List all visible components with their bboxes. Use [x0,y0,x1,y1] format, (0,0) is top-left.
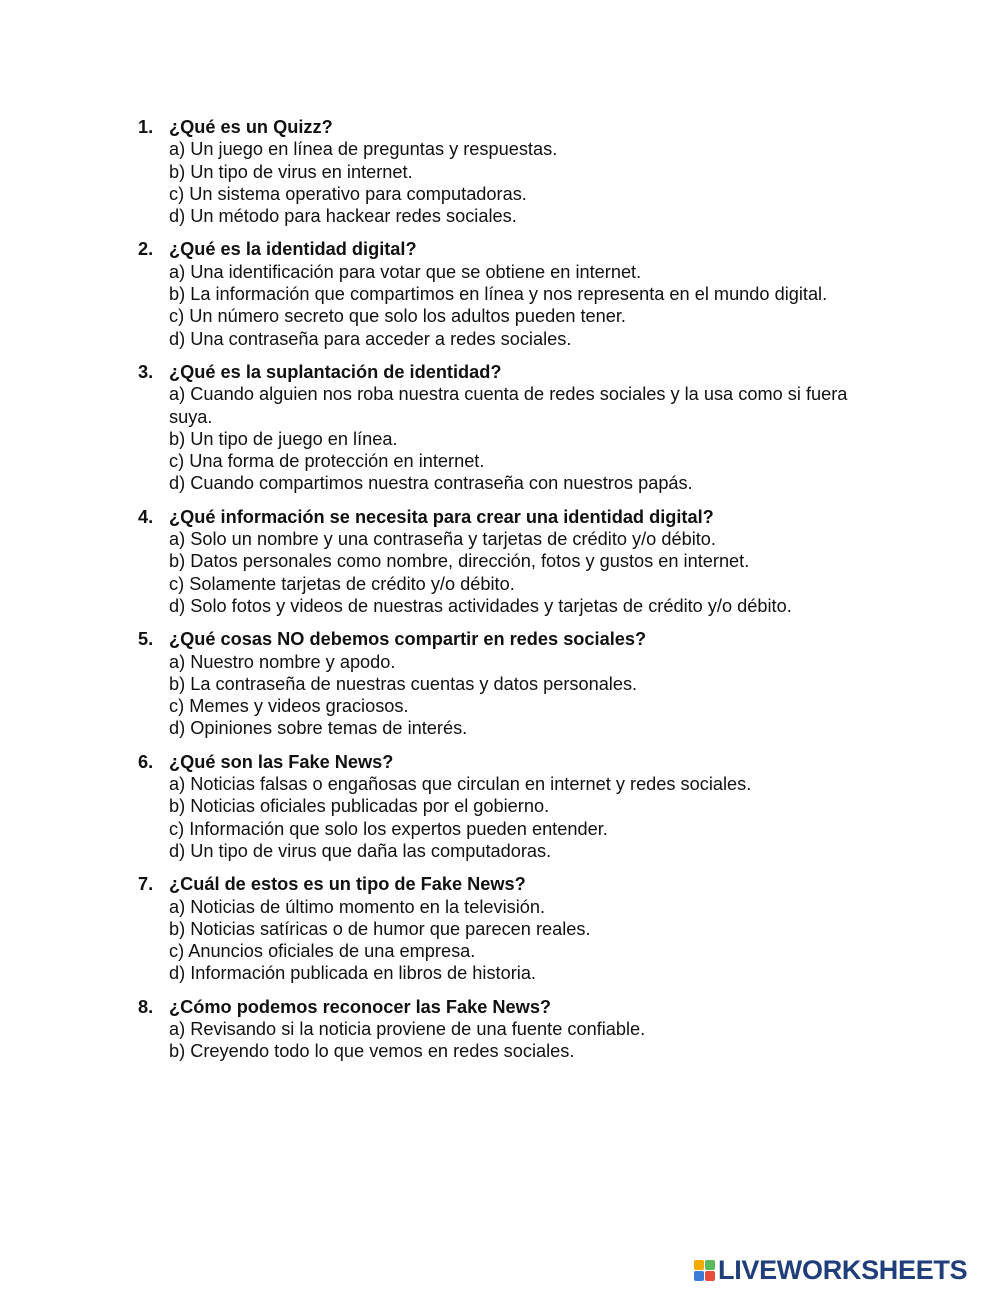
answer-option: b) Un tipo de juego en línea. [169,428,398,449]
answer-option: d) Un método para hackear redes sociales. [169,206,517,227]
answer-option: a) Un juego en línea de preguntas y respuestas. [169,139,558,160]
question-item [138,116,868,227]
question-text: ¿Qué es la identidad digital? [169,239,417,260]
answer-option: b) Datos personales como nombre, dirección, fotos y gustos en internet. [169,551,750,572]
question-text: ¿Cuál de estos es un tipo de Fake News? [169,874,526,895]
answer-option: c) Una forma de protección en internet. [169,451,485,472]
question-text: ¿Qué son las Fake News? [169,751,394,772]
answer-option: b) La información que compartimos en línea y nos representa en el mundo digital. [169,284,828,305]
question-list [138,116,868,1074]
question-item [138,751,868,862]
question-text: ¿Qué información se necesita para crear una identidad digital? [169,506,714,527]
answer-option: a) Noticias falsas o engañosas que circulan en internet y redes sociales. [169,774,752,795]
answer-option: d) Información publicada en libros de historia. [169,963,536,984]
question-item [138,628,868,739]
answer-option: a) Noticias de último momento en la televisión. [169,896,546,917]
answer-option: b) La contraseña de nuestras cuentas y datos personales. [169,673,638,694]
answer-option: b) Creyendo todo lo que vemos en redes sociales. [169,1041,575,1062]
question-text: ¿Cómo podemos reconocer las Fake News? [169,996,552,1017]
answer-option: c) Memes y videos graciosos. [169,696,409,717]
liveworksheets-blocks-icon [694,1260,715,1281]
logo-text: LIVEWORKSHEETS [718,1254,968,1285]
question-text: ¿Qué es la suplantación de identidad? [169,361,502,382]
logo-block [705,1260,715,1270]
question-number: 7. [138,874,154,895]
question-text: ¿Qué es un Quizz? [169,117,333,137]
answer-option: d) Solo fotos y videos de nuestras actividades y tarjetas de crédito y/o débito. [169,595,792,616]
answer-option: a) Revisando si la noticia proviene de una fuente confiable. [169,1018,646,1039]
liveworksheets-logo[interactable] [694,1256,967,1284]
answer-option: b) Noticias satíricas o de humor que parecen reales. [169,918,591,939]
question-item [138,996,868,1063]
question-number: 6. [138,751,154,772]
question-number: 3. [138,361,154,382]
logo-block [694,1260,704,1270]
answer-option: d) Una contraseña para acceder a redes sociales. [169,328,572,349]
question-item [138,873,868,984]
answer-option: c) Solamente tarjetas de crédito y/o débito. [169,573,515,594]
question-text: ¿Qué cosas NO debemos compartir en redes sociales? [169,629,647,650]
logo-block [694,1271,704,1281]
question-number: 5. [138,629,154,650]
answer-option: c) Información que solo los expertos pueden entender. [169,818,608,839]
answer-option: b) Noticias oficiales publicadas por el gobierno. [169,796,550,817]
question-item [138,238,868,349]
question-item [138,361,868,495]
answer-option: b) Un tipo de virus en internet. [169,161,413,182]
answer-option: d) Un tipo de virus que daña las computadoras. [169,840,552,861]
answer-option: a) Una identificación para votar que se obtiene en internet. [169,261,642,282]
answer-option: d) Opiniones sobre temas de interés. [169,718,468,739]
answer-option: c) Un número secreto que solo los adultos pueden tener. [169,306,626,327]
question-item [138,506,868,617]
question-number: 2. [138,239,154,260]
logo-block [705,1271,715,1281]
question-number: 8. [138,996,154,1017]
answer-option: a) Cuando alguien nos roba nuestra cuenta de redes sociales y la usa como si fuera suya. [169,384,848,427]
question-number: 1. [138,117,154,137]
answer-option: d) Cuando compartimos nuestra contraseña con nuestros papás. [169,473,693,494]
answer-option: c) Anuncios oficiales de una empresa. [169,941,476,962]
answer-option: a) Nuestro nombre y apodo. [169,651,396,672]
answer-option: a) Solo un nombre y una contraseña y tarjetas de crédito y/o débito. [169,529,716,550]
answer-option: c) Un sistema operativo para computadoras. [169,183,527,204]
question-number: 4. [138,506,154,527]
